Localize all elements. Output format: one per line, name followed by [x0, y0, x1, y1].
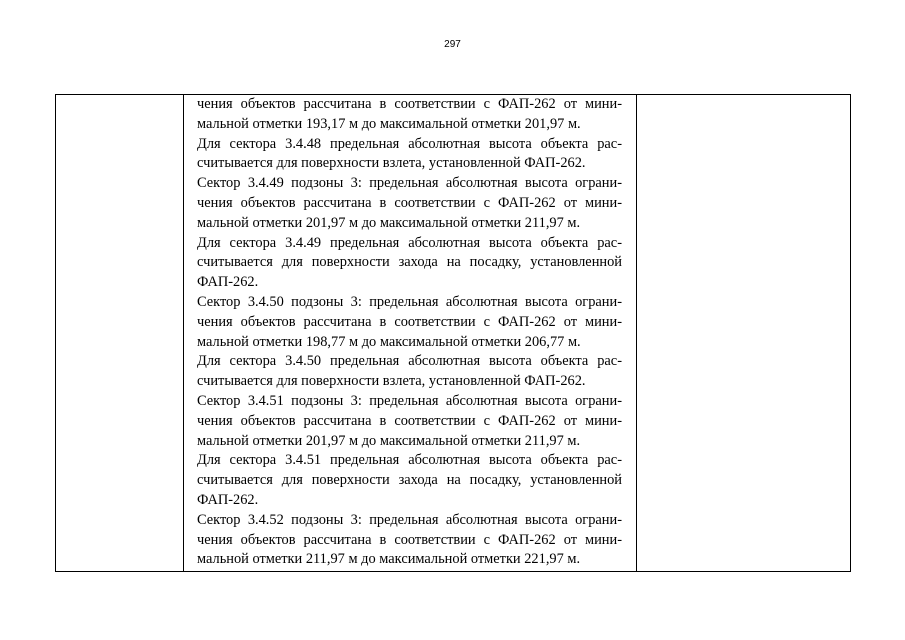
text-cell: [184, 95, 637, 572]
text-line: Сектор 3.4.51 подзоны 3: предельная абсолютная высота ограни-: [197, 392, 622, 409]
text-line: Для сектора 3.4.50 предельная абсолютная высота объекта рас-: [197, 353, 622, 370]
text-line: Сектор 3.4.50 подзоны 3: предельная абсолютная высота ограни-: [197, 293, 622, 310]
text-line: чения объектов рассчитана в соответствии с ФАП-262 от мини-: [197, 412, 622, 429]
text-line: чения объектов рассчитана в соответствии с ФАП-262 от мини-: [197, 194, 622, 211]
text-line: Для сектора 3.4.49 предельная абсолютная высота объекта рас-: [197, 234, 622, 251]
text-line: мальной отметки 201,97 м до максимальной отметки 211,97 м.: [197, 214, 581, 231]
left-cell: [56, 95, 184, 572]
page-number: 297: [444, 39, 461, 50]
text-line: считывается для поверхности взлета, установленной ФАП-262.: [197, 373, 586, 390]
text-line: чения объектов рассчитана в соответствии с ФАП-262 от мини-: [197, 531, 622, 548]
cell-text-block: [184, 95, 636, 570]
text-line: считывается для поверхности захода на посадку, установленной: [197, 254, 622, 271]
text-line: считывается для поверхности захода на посадку, установленной: [197, 472, 622, 489]
text-line: мальной отметки 198,77 м до максимальной отметки 206,77 м.: [197, 333, 581, 350]
text-line: Для сектора 3.4.51 предельная абсолютная высота объекта рас-: [197, 452, 622, 469]
text-line: чения объектов рассчитана в соответствии с ФАП-262 от мини-: [197, 313, 622, 330]
text-line: ФАП-262.: [197, 491, 259, 508]
text-line: мальной отметки 201,97 м до максимальной отметки 211,97 м.: [197, 432, 581, 449]
text-line: Сектор 3.4.52 подзоны 3: предельная абсолютная высота ограни-: [197, 511, 622, 528]
text-line: ФАП-262.: [197, 274, 259, 291]
text-line: мальной отметки 211,97 м до максимальной отметки 221,97 м.: [197, 551, 581, 568]
text-line: считывается для поверхности взлета, установленной ФАП-262.: [197, 155, 586, 172]
table-row: [56, 95, 851, 572]
content-table: [55, 94, 851, 572]
text-line: Сектор 3.4.49 подзоны 3: предельная абсолютная высота ограни-: [197, 175, 622, 192]
right-cell: [637, 95, 851, 572]
text-line: чения объектов рассчитана в соответствии с ФАП-262 от мини-: [197, 96, 622, 112]
text-line: мальной отметки 193,17 м до максимальной отметки 201,97 м.: [197, 115, 581, 132]
text-line: Для сектора 3.4.48 предельная абсолютная высота объекта рас-: [197, 135, 622, 152]
